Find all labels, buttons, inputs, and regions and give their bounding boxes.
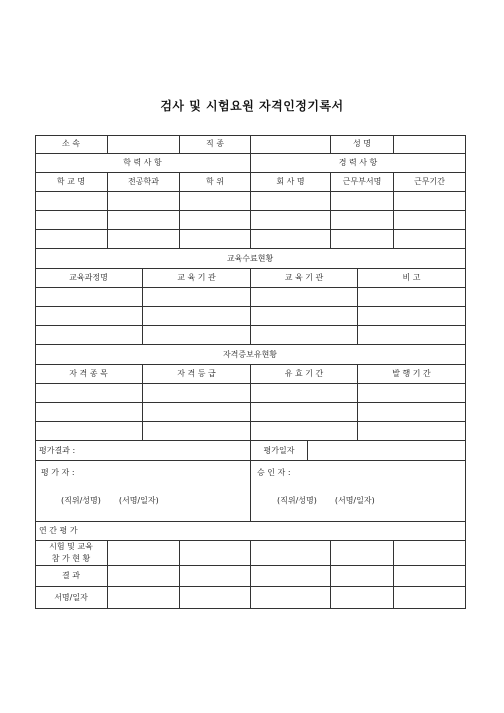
qualification-form bbox=[35, 135, 466, 609]
col-institution-2: 교 육 기 관 bbox=[251, 269, 358, 288]
training-section-title: 교육수료현황 bbox=[35, 249, 466, 269]
table-cell[interactable] bbox=[251, 566, 331, 587]
table-cell[interactable] bbox=[251, 192, 331, 211]
table-cell[interactable] bbox=[35, 192, 108, 211]
col-valid-period: 유 효 기 간 bbox=[251, 365, 358, 384]
table-cell[interactable] bbox=[35, 326, 143, 345]
evaluation-date-field[interactable] bbox=[308, 441, 466, 461]
education-section-title: 학 력 사 항 bbox=[35, 154, 251, 173]
job-type-label: 직 종 bbox=[180, 135, 251, 154]
evaluator-label: 평 가 자 : bbox=[41, 468, 75, 477]
table-cell[interactable] bbox=[331, 230, 394, 249]
table-cell[interactable] bbox=[143, 422, 251, 441]
evaluator-block[interactable] bbox=[35, 461, 251, 522]
job-type-field[interactable] bbox=[251, 135, 331, 154]
table-cell[interactable] bbox=[251, 307, 358, 326]
table-cell[interactable] bbox=[251, 288, 358, 307]
col-course-name: 교육과정명 bbox=[35, 269, 143, 288]
table-cell[interactable] bbox=[251, 587, 331, 609]
table-cell[interactable] bbox=[143, 307, 251, 326]
affiliation-field[interactable] bbox=[108, 135, 180, 154]
evaluator-position-name: (직위/성명) bbox=[61, 496, 101, 505]
col-school-name: 학 교 명 bbox=[35, 173, 108, 192]
table-cell[interactable] bbox=[394, 541, 466, 566]
table-cell[interactable] bbox=[35, 211, 108, 230]
table-cell[interactable] bbox=[251, 326, 358, 345]
col-department: 근무부서명 bbox=[331, 173, 394, 192]
col-degree: 학 위 bbox=[180, 173, 251, 192]
table-cell[interactable] bbox=[108, 211, 180, 230]
evaluation-date-label: 평가일자 bbox=[251, 441, 308, 461]
table-cell[interactable] bbox=[394, 192, 466, 211]
table-cell[interactable] bbox=[180, 230, 251, 249]
table-cell[interactable] bbox=[331, 566, 394, 587]
approver-block[interactable] bbox=[251, 461, 466, 522]
table-cell[interactable] bbox=[108, 541, 180, 566]
table-cell[interactable] bbox=[251, 403, 358, 422]
table-cell[interactable] bbox=[35, 403, 143, 422]
table-cell[interactable] bbox=[180, 192, 251, 211]
col-institution: 교 육 기 관 bbox=[143, 269, 251, 288]
approver-label: 승 인 자 : bbox=[257, 468, 291, 477]
table-cell[interactable] bbox=[358, 326, 466, 345]
col-cert-type: 자 격 종 목 bbox=[35, 365, 143, 384]
table-cell[interactable] bbox=[358, 307, 466, 326]
table-cell[interactable] bbox=[394, 211, 466, 230]
col-issue-period: 발 행 기 간 bbox=[358, 365, 466, 384]
name-label: 성 명 bbox=[331, 135, 394, 154]
annual-row-signature: 서명/일자 bbox=[35, 587, 108, 609]
table-cell[interactable] bbox=[180, 566, 251, 587]
table-cell[interactable] bbox=[180, 211, 251, 230]
table-cell[interactable] bbox=[180, 541, 251, 566]
document-title: 검사 및 시험요원 자격인정기록서 bbox=[160, 99, 344, 113]
table-cell[interactable] bbox=[394, 230, 466, 249]
table-cell[interactable] bbox=[180, 587, 251, 609]
table-cell[interactable] bbox=[358, 288, 466, 307]
affiliation-label: 소 속 bbox=[35, 135, 108, 154]
col-major: 전공학과 bbox=[108, 173, 180, 192]
table-cell[interactable] bbox=[143, 403, 251, 422]
col-remarks: 비 고 bbox=[358, 269, 466, 288]
annual-row-participation: 시험 및 교육 참 가 현 황 bbox=[35, 541, 108, 566]
table-cell[interactable] bbox=[143, 384, 251, 403]
table-cell[interactable] bbox=[251, 211, 331, 230]
table-cell[interactable] bbox=[331, 211, 394, 230]
table-cell[interactable] bbox=[143, 288, 251, 307]
table-cell[interactable] bbox=[108, 587, 180, 609]
annual-evaluation-title: 연 간 평 가 bbox=[35, 522, 466, 541]
career-section-title: 경 력 사 항 bbox=[251, 154, 466, 173]
table-cell[interactable] bbox=[35, 288, 143, 307]
certificates-section-title: 자격증보유현황 bbox=[35, 345, 466, 365]
table-cell[interactable] bbox=[251, 230, 331, 249]
table-cell[interactable] bbox=[35, 230, 108, 249]
approver-position-name: (직위/성명) bbox=[277, 496, 317, 505]
col-work-period: 근무기간 bbox=[394, 173, 466, 192]
table-cell[interactable] bbox=[331, 192, 394, 211]
table-cell[interactable] bbox=[35, 307, 143, 326]
table-cell[interactable] bbox=[108, 192, 180, 211]
col-company: 회 사 명 bbox=[251, 173, 331, 192]
annual-row-result: 결 과 bbox=[35, 566, 108, 587]
table-cell[interactable] bbox=[251, 384, 358, 403]
table-cell[interactable] bbox=[394, 587, 466, 609]
table-cell[interactable] bbox=[358, 384, 466, 403]
table-cell[interactable] bbox=[108, 230, 180, 249]
table-cell[interactable] bbox=[331, 587, 394, 609]
table-cell[interactable] bbox=[358, 422, 466, 441]
table-cell[interactable] bbox=[331, 541, 394, 566]
table-cell[interactable] bbox=[358, 403, 466, 422]
evaluator-sign-date: (서명/일자) bbox=[118, 496, 159, 505]
table-cell[interactable] bbox=[394, 566, 466, 587]
col-cert-grade: 자 격 등 급 bbox=[143, 365, 251, 384]
approver-sign-date: (서명/일자) bbox=[334, 496, 375, 505]
table-cell[interactable] bbox=[108, 566, 180, 587]
table-cell[interactable] bbox=[143, 326, 251, 345]
table-cell[interactable] bbox=[251, 422, 358, 441]
table-cell[interactable] bbox=[35, 384, 143, 403]
evaluation-result-label[interactable]: 평가결과 : bbox=[35, 441, 251, 461]
table-cell[interactable] bbox=[35, 422, 143, 441]
table-cell[interactable] bbox=[251, 541, 331, 566]
name-field[interactable] bbox=[394, 135, 466, 154]
